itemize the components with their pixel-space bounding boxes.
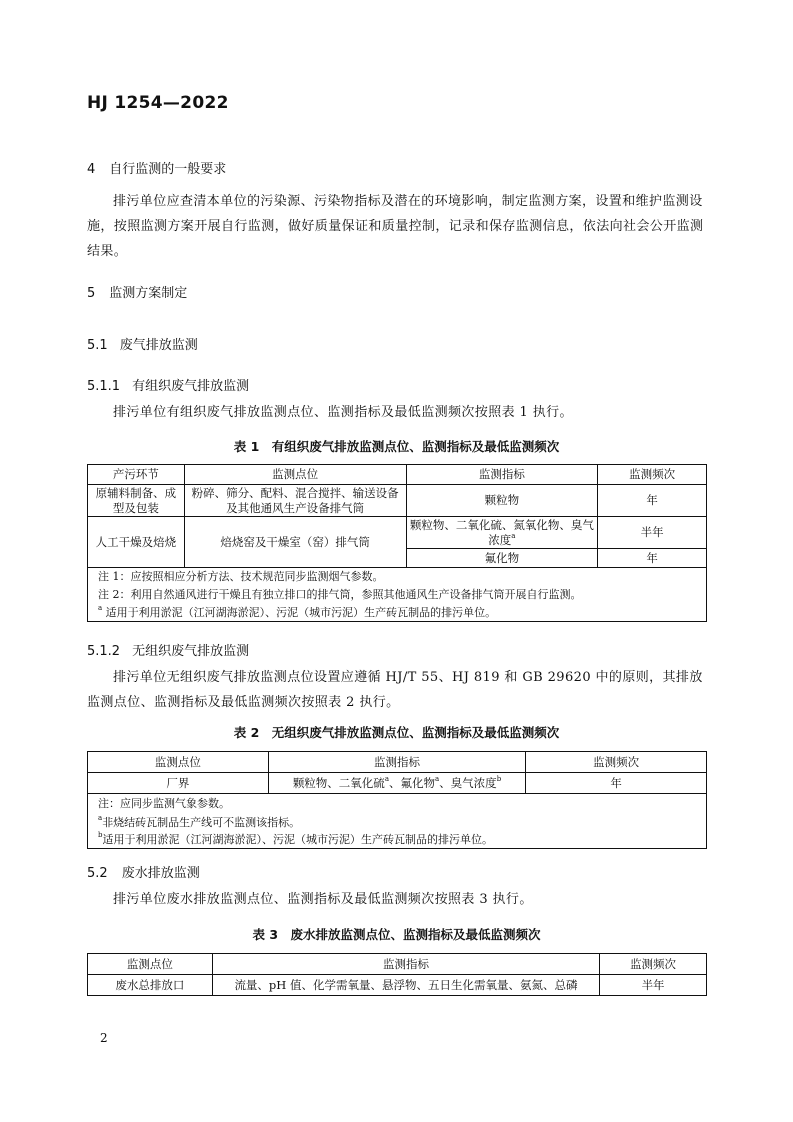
table-cell: 颗粒物、二氧化硫$^a$、氟化物$^a$、臭气浓度$^b$ xyxy=(268,773,526,794)
table-3-caption: 表 3 废水排放监测点位、监测指标及最低监测频次 xyxy=(252,927,541,942)
col-header: 监测指标 xyxy=(406,465,598,485)
col-header: 监测指标 xyxy=(268,752,526,773)
section-5-1-1-heading: 5.1.1 有组织废气排放监测 xyxy=(87,379,250,394)
table-2-caption: 表 2 无组织废气排放监测点位、监测指标及最低监测频次 xyxy=(233,725,560,740)
table-3 xyxy=(87,953,707,996)
col-header: 监测频次 xyxy=(600,954,707,975)
table-cell: 废水总排放口 xyxy=(88,975,213,996)
doc-header: HJ 1254—2022 xyxy=(87,93,229,113)
section-4-heading xyxy=(87,158,226,177)
table-1-caption: 表 1 有组织废气排放监测点位、监测指标及最低监测频次 xyxy=(233,439,560,454)
col-header: 监测频次 xyxy=(526,752,707,773)
table-note: 注 2：利用自然通风进行干燥且有独立排口的排气筒，参照其他通风生产设备排气筒开展自行监测。 xyxy=(88,586,707,604)
section-5-1-1-text: 排污单位有组织废气排放监测点位、监测指标及最低监测频次按照表 1 执行。 xyxy=(113,405,573,420)
table-footnote: $^a$非烧结砖瓦制品生产线可不监测该指标。 xyxy=(88,814,707,831)
section-number: 4 xyxy=(87,162,96,177)
table-cell: 半年 xyxy=(598,517,707,549)
table-cell: 原辅料制备、成型及包装 xyxy=(88,485,185,517)
section-5-2-heading: 5.2 废水排放监测 xyxy=(87,866,200,881)
table-cell: 半年 xyxy=(600,975,707,996)
col-header: 监测点位 xyxy=(184,465,406,485)
section-5-heading: 5 监测方案制定 xyxy=(87,286,188,301)
section-5-2-text: 排污单位废水排放监测点位、监测指标及最低监测频次按照表 3 执行。 xyxy=(113,892,533,907)
table-cell: 厂界 xyxy=(88,773,269,794)
table-cell: 流量、pH 值、化学需氧量、悬浮物、五日生化需氧量、氨氮、总磷 xyxy=(212,975,599,996)
section-5-1-2-text: 排污单位无组织废气排放监测点位设置应遵循 HJ/T 55、HJ 819 和 GB 29620 中的原则，其排放监测点位、监测指标及最低监测频次按照表 2 执行。 xyxy=(87,670,703,710)
section-5-1-heading: 5.1 废气排放监测 xyxy=(87,338,198,353)
table-1 xyxy=(87,464,707,622)
col-header: 监测指标 xyxy=(212,954,599,975)
table-cell: 人工干燥及焙烧 xyxy=(88,517,185,568)
col-header: 产污环节 xyxy=(88,465,185,485)
page-number: 2 xyxy=(100,1031,108,1045)
section-5-1-2-heading: 5.1.2 无组织废气排放监测 xyxy=(87,644,250,659)
table-note: 注：应同步监测气象参数。 xyxy=(88,794,707,814)
section-4-text: 排污单位应查清本单位的污染源、污染物指标及潜在的环境影响，制定监测方案，设置和维护监测设施，按照监测方案开展自行监测，做好质量保证和质量控制，记录和保存监测信息，依法向社会公开监测结果。 xyxy=(87,194,704,259)
table-cell: 氟化物 xyxy=(406,549,598,568)
table-2 xyxy=(87,751,707,849)
table-cell: 年 xyxy=(598,485,707,517)
table-cell: 颗粒物、二氧化硫、氮氧化物、臭气浓度$^a$ xyxy=(406,517,598,549)
col-header: 监测点位 xyxy=(88,752,269,773)
table-cell: 年 xyxy=(526,773,707,794)
col-header: 监测频次 xyxy=(598,465,707,485)
table-cell: 年 xyxy=(598,549,707,568)
table-footnote: $^a$ 适用于利用淤泥（江河湖海淤泥）、污泥（城市污泥）生产砖瓦制品的排污单位。 xyxy=(88,604,707,622)
table-cell: 粉碎、筛分、配料、混合搅拌、输送设备及其他通风生产设备排气筒 xyxy=(184,485,406,517)
section-title: 自行监测的一般要求 xyxy=(109,162,227,177)
table-note: 注 1：应按照相应分析方法、技术规范同步监测烟气参数。 xyxy=(88,568,707,586)
table-footnote: $^b$适用于利用淤泥（江河湖海淤泥）、污泥（城市污泥）生产砖瓦制品的排污单位。 xyxy=(88,831,707,849)
table-cell: 焙烧窑及干燥室（窑）排气筒 xyxy=(184,517,406,568)
col-header: 监测点位 xyxy=(88,954,213,975)
table-cell: 颗粒物 xyxy=(406,485,598,517)
